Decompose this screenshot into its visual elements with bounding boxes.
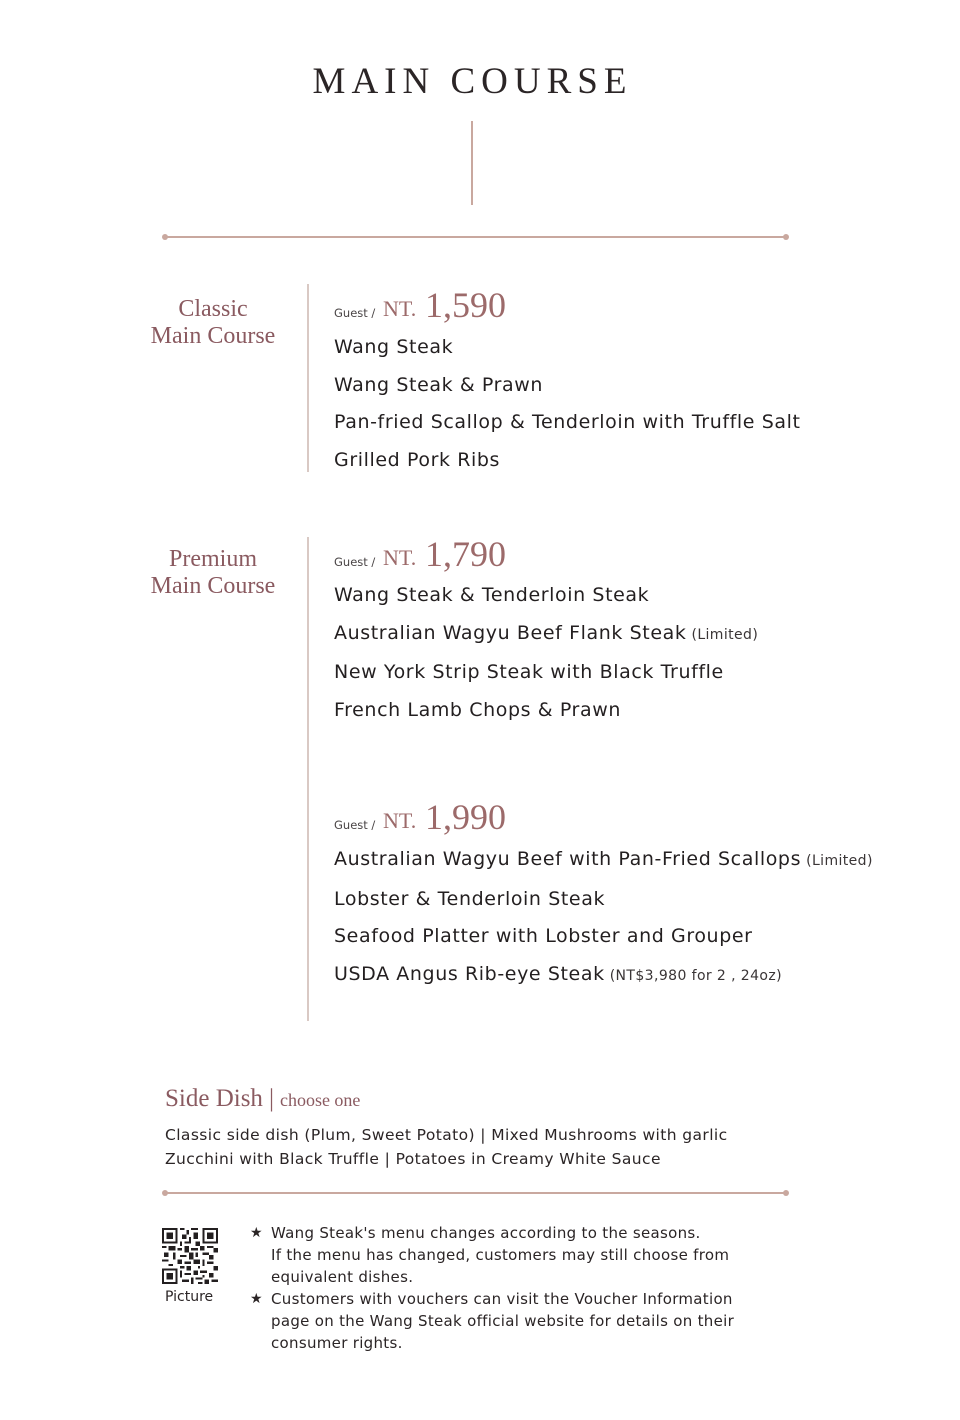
guest-label: Guest /	[334, 555, 376, 569]
menu-item: Pan-fried Scallop & Tenderloin with Truffle Salt	[334, 411, 801, 433]
item-note: (Limited)	[691, 626, 759, 643]
star-icon: ★	[250, 1291, 263, 1307]
item-note: (NT$3,980 for 2 , 24oz)	[609, 967, 782, 984]
side-dish-heading	[165, 1085, 360, 1113]
guest-label: Guest /	[334, 306, 376, 320]
qr-label: Picture	[165, 1289, 214, 1305]
category-line: Main Course	[150, 573, 276, 599]
footer-notes	[250, 1222, 770, 1354]
category-line: Main Course	[150, 323, 276, 349]
menu-item: Grilled Pork Ribs	[334, 448, 501, 471]
price-amount: 1,590	[425, 285, 506, 325]
bottom-horizontal-rule	[165, 1192, 786, 1194]
qr-code-icon[interactable]	[162, 1228, 218, 1284]
menu-item: Wang Steak & Tenderloin Steak	[334, 584, 650, 606]
menu-list-premium	[334, 577, 758, 729]
side-dish-options	[165, 1123, 728, 1171]
currency-label: NT.	[383, 808, 417, 833]
category-line: Premium	[169, 546, 257, 572]
menu-item: New York Strip Steak with Black Truffle	[334, 661, 724, 683]
section-divider-premium	[307, 537, 309, 1021]
title-divider-vertical	[471, 121, 473, 205]
footer-note: ★ Customers with vouchers can visit the Voucher Information page on the Wang Steak official website for details on their consumer rights.	[250, 1290, 735, 1352]
top-horizontal-rule	[165, 236, 786, 238]
menu-list-1990	[334, 841, 873, 995]
side-dish-title: Side Dish	[165, 1085, 263, 1112]
side-dish-line: Zucchini with Black Truffle | Potatoes in Creamy White Sauce	[165, 1150, 661, 1168]
page-title: MAIN COURSE	[312, 61, 633, 102]
currency-label: NT.	[383, 545, 417, 570]
menu-item: USDA Angus Rib-eye Steak (NT$3,980 for 2 , 24oz)	[334, 962, 782, 985]
menu-item: Australian Wagyu Beef Flank Steak (Limited)	[334, 621, 759, 644]
menu-list-classic	[334, 329, 801, 479]
star-icon: ★	[250, 1225, 263, 1241]
menu-item: French Lamb Chops & Prawn	[334, 698, 621, 721]
currency-label: NT.	[383, 296, 417, 321]
menu-item: Wang Steak	[334, 336, 454, 358]
side-dish-subtitle: choose one	[279, 1090, 361, 1110]
item-note: (Limited)	[806, 853, 873, 869]
price-amount: 1,990	[425, 797, 506, 837]
menu-item: Seafood Platter with Lobster and Grouper	[334, 925, 753, 947]
price-amount: 1,790	[425, 534, 506, 574]
category-line: Classic	[178, 296, 248, 322]
footer-note: ★ Wang Steak's menu changes according to the seasons. If the menu has changed, customers may still choose from equivalent dishes.	[250, 1224, 730, 1286]
side-dish-line: Classic side dish (Plum, Sweet Potato) | Mixed Mushrooms with garlic	[165, 1126, 728, 1144]
menu-item: Wang Steak & Prawn	[334, 373, 544, 396]
guest-label: Guest /	[334, 818, 376, 832]
menu-item: Lobster & Tenderloin Steak	[334, 887, 606, 910]
section-divider-classic	[307, 284, 309, 472]
category-premium	[130, 546, 296, 600]
menu-item: Australian Wagyu Beef with Pan-Fried Scallops (Limited)	[334, 848, 873, 870]
side-dish-separator: |	[268, 1085, 274, 1112]
category-classic	[130, 296, 296, 350]
